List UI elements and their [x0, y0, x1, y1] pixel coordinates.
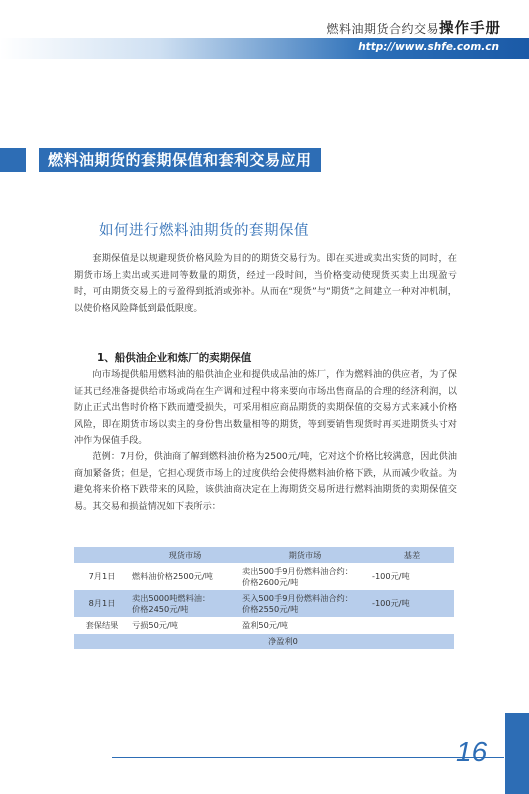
table-header-cell: 现货市场: [168, 549, 202, 560]
heading-sell-hedge: 1、船供油企业和炼厂的卖期保值: [97, 352, 252, 364]
section-title: 燃料油期货的套期保值和套利交易应用: [39, 148, 321, 172]
table-cell-basis: -100元/吨: [372, 598, 410, 608]
header-title: [326, 17, 501, 38]
table-row: [74, 590, 454, 617]
hedge-table: [74, 547, 454, 649]
table-cell-futures: [240, 592, 370, 616]
header-title-prefix: 燃料油期货合约交易: [326, 22, 439, 36]
table-cell-futures-line: 价格2600元/吨: [242, 576, 299, 587]
table-cell-futures-line: 卖出500手9月份燃料油合约：: [242, 565, 353, 576]
header-title-bold: 操作手册: [439, 21, 501, 37]
table-header-row: [74, 547, 454, 563]
table-cell-spot-line: 价格2450元/吨: [132, 603, 189, 614]
subsection-title: 如何进行燃料油期货的套期保值: [99, 223, 309, 239]
table-cell-result-label: 套保结果: [85, 620, 119, 630]
table-cell-basis: -100元/吨: [372, 571, 410, 581]
table-header-cell: 期货市场: [288, 549, 322, 560]
section-marker: [0, 148, 26, 172]
header-url[interactable]: http://www.shfe.com.cn: [358, 41, 499, 53]
table-row: [74, 563, 454, 590]
table-row-result: [74, 617, 454, 634]
page-number: 16: [456, 736, 488, 767]
table-cell-spot-line: 卖出5000吨燃料油：: [132, 592, 211, 603]
table-cell-futures-line: 买入500手9月份燃料油合约：: [242, 592, 353, 603]
table-cell-spot: [130, 592, 240, 616]
table-header-cell: [74, 554, 130, 556]
footer-rule: [112, 757, 504, 758]
table-cell-date: 7月1日: [88, 571, 116, 581]
table-header-cell: 基差: [403, 549, 421, 560]
paragraph-example: 范例：7月份，供油商了解到燃料油价格为2500元/吨，它对这个价格比较满意，因此供油商加紧备货；但是，它担心现货市场上的过度供给会使得燃料油价格下跌，从而减少收益。为避免将来价格下跌带来的风险，该供油商决定在上海期货交易所进行燃料油期货的卖期保值交易。其交易和损益情况如下表所示：: [74, 451, 457, 512]
table-cell-futures: [240, 565, 370, 589]
table-cell-result-spot: 亏损50元/吨: [132, 620, 178, 630]
table-cell-net: 净盈利0: [268, 636, 298, 646]
table-row-net: [74, 634, 454, 649]
paragraph-sell-hedge: 向市场提供船用燃料油的船供油企业和提供成品油的炼厂，作为燃料油的供应者，为了保证其已经准备提供给市场或尚在生产调和过程中将来要向市场出售商品的合理的经济利润，以防止正式出售时价格下跌而遭受损失，可采用相应商品期货的卖期保值的交易方式来减小价格风险，即在期货市场以卖主的身份售出数量相等的期货，等到要销售现货时再买进期货头寸对冲作为保值手段。: [74, 369, 457, 446]
table-cell-date: 8月1日: [88, 598, 116, 608]
table-cell-empty: [370, 625, 454, 627]
footer-marker: [505, 713, 529, 794]
table-cell-result-futures: 盈利50元/吨: [242, 620, 288, 630]
table-cell-spot: 燃料油价格2500元/吨: [132, 571, 213, 581]
table-cell-futures-line: 价格2550元/吨: [242, 603, 299, 614]
paragraph-intro: 套期保值是以规避现货价格风险为目的的期货交易行为。即在买进或卖出实货的同时，在期货市场上卖出或买进同等数量的期货，经过一段时间，当价格变动使现货买卖上出现盈亏时，可由期货交易上的亏盈得到抵消或弥补。从而在“现货”与“期货”之间建立一种对冲机制，以使价格风险降低到最低限度。: [74, 253, 457, 314]
